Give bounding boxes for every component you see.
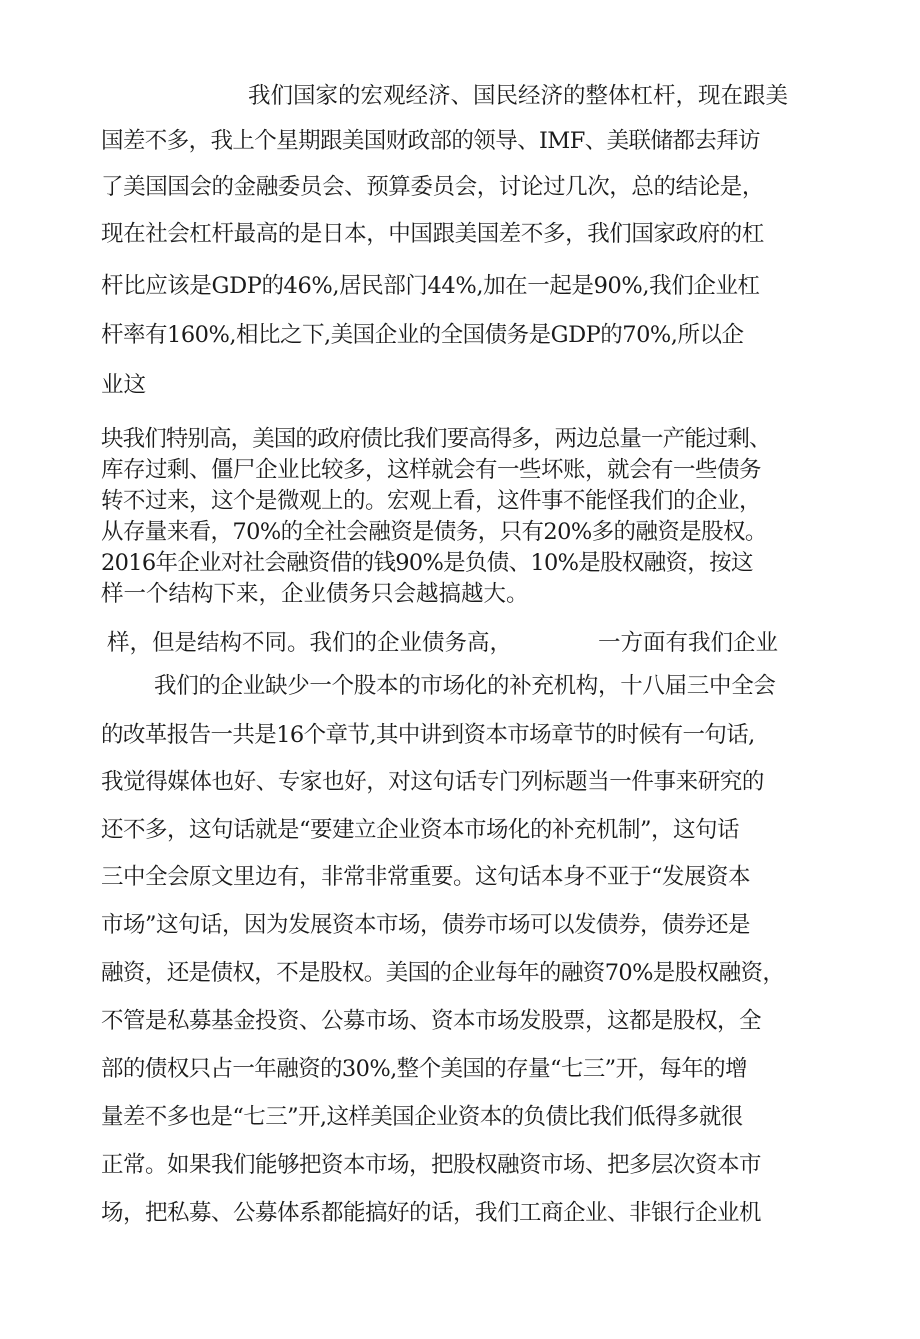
text-line: 现在社会杠杆最高的是日本，中国跟美国差不多，我们国家政府的杠 xyxy=(101,221,765,247)
text-line: 我们国家的宏观经济、国民经济的整体杠杆，现在跟美 xyxy=(248,83,789,109)
text-line: 场，把私募、公募体系都能搞好的话，我们工商企业、非银行企业机 xyxy=(101,1200,762,1226)
text-line: 市场”这句话，因为发展资本市场，债券市场可以发债券，债券还是 xyxy=(101,912,751,938)
text-line: 杆比应该是GDP的46%,居民部门44%,加在一起是90%,我们企业杠 xyxy=(101,273,760,299)
text-line: 杆率有160%,相比之下,美国企业的全国债务是GDP的70%,所以企 xyxy=(101,322,744,348)
text-line: 从存量来看，70%的全社会融资是债务，只有20%多的融资是股权。 xyxy=(101,519,767,545)
text-line: 样一个结构下来，企业债务只会越搞越大。 xyxy=(101,581,529,607)
text-line: 我觉得媒体也好、专家也好，对这句话专门列标题当一件事来研究的 xyxy=(101,769,765,795)
text-line: 转不过来，这个是微观上的。宏观上看，这件事不能怪我们的企业， xyxy=(101,488,762,514)
text-line-right: 一方面有我们企业 xyxy=(598,630,779,656)
text-line: 块我们特别高，美国的政府债比我们要高得多，两边总量一产能过剩、 xyxy=(101,426,771,452)
text-line: 的改革报告一共是16个章节,其中讲到资本市场章节的时候有一句话, xyxy=(101,722,755,748)
text-line: 正常。如果我们能够把资本市场，把股权融资市场、把多层次资本市 xyxy=(101,1152,762,1178)
text-line: 还不多，这句话就是“要建立企业资本市场化的补充机制”，这句话 xyxy=(101,817,740,843)
text-line: 业这 xyxy=(101,372,147,398)
text-line: 三中全会原文里边有，非常非常重要。这句话本身不亚于“发展资本 xyxy=(101,864,751,890)
text-line: 量差不多也是“七三”开,这样美国企业资本的负债比我们低得多就很 xyxy=(101,1104,743,1130)
text-line-left: 样，但是结构不同。我们的企业债务高， xyxy=(107,630,513,656)
text-line: 库存过剩、僵尸企业比较多，这样就会有一些坏账，就会有一些债务 xyxy=(101,457,762,483)
text-line: 部的债权只占一年融资的30%,整个美国的存量“七三”开，每年的增 xyxy=(101,1056,747,1082)
text-line: 融资，还是债权，不是股权。美国的企业每年的融资70%是股权融资， xyxy=(101,960,785,986)
text-line: 不管是私募基金投资、公募市场、资本市场发股票，这都是股权，全 xyxy=(101,1008,762,1034)
text-line: 我们的企业缺少一个股本的市场化的补充机构，十八届三中全会 xyxy=(154,673,776,699)
text-line: 2016年企业对社会融资借的钱90%是负债、10%是股权融资，按这 xyxy=(101,550,753,576)
text-line: 了美国国会的金融委员会、预算委员会，讨论过几次，总的结论是， xyxy=(101,174,765,200)
text-line: 国差不多，我上个星期跟美国财政部的领导、IMF、美联储都去拜访 xyxy=(101,128,760,154)
